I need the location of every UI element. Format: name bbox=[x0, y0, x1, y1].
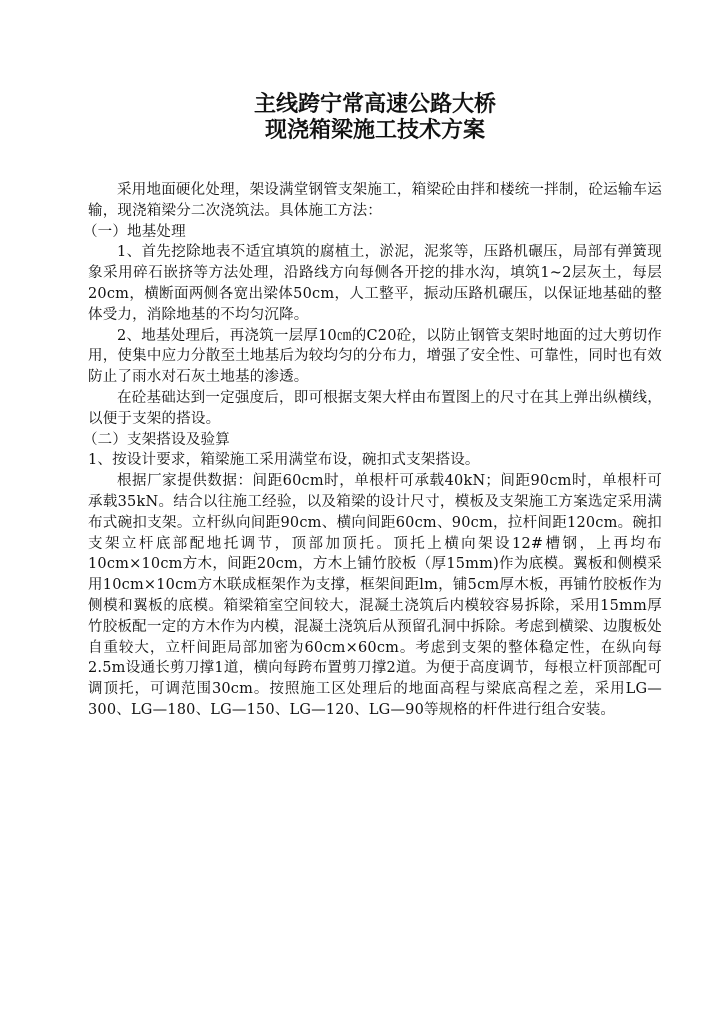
intro-paragraph: 采用地面硬化处理，架设满堂钢管支架施工，箱梁砼由拌和楼统一拌制，砼运输车运输，现浇箱梁分二次浇筑法。具体施工方法： bbox=[88, 182, 662, 219]
section-1-heading: （一）地基处理 bbox=[82, 223, 186, 240]
section-2-item-1: 1、按设计要求，箱梁施工采用满堂布设，碗扣式支架搭设。 bbox=[88, 452, 480, 469]
section-2-paragraph-1: 根据厂家提供数据：间距60cm时，单根杆可承载40kN；间距90cm时，单根杆可承载35kN。结合以往施工经验，以及箱梁的设计尺寸，模板及支架施工方案选定采用满布式碗扣支架。立杆纵向间距90cm、横向间距60cm、90cm，拉杆间距120cm。碗扣支架立杆底部配地托调节，顶部加顶托。顶托上横向架设12#槽钢，上再均布10cm×10cm方木，间距20cm，方木上铺竹胶板（厚15mm)作为底模。翼板和侧模采用10cm×10cm方木联成框架作为支撑，框架间距lm，铺5cm厚木板，再铺竹胶板作为侧模和翼板的底模。箱梁箱室空间较大，混凝土浇筑后内模较容易拆除，采用15mm厚竹胶板配一定的方木作为内模，混凝土浇筑后从预留孔洞中拆除。考虑到横梁、边腹板处自重较大，立杆间距局部加密为60cm×60cm。考虑到支架的整体稳定性，在纵向每2.5m设通长剪刀撑1道，横向每跨布置剪刀撑2道。为便于高度调节，每根立杆顶部配可调顶托，可调范围30cm。按照施工区处理后的地面高程与梁底高程之差，采用LG—300、LG—180、LG—150、LG—120、LG—90等规格的杆件进行组合安装。 bbox=[88, 473, 662, 718]
document-title-line-2: 现浇箱梁施工技术方案 bbox=[264, 118, 485, 143]
section-2-heading: （二）支架搭设及验算 bbox=[82, 431, 230, 448]
section-1-paragraph-3: 在砼基础达到一定强度后，即可根据支架大样由布置图上的尺寸在其上弹出纵横线，以便于支架的搭设。 bbox=[88, 389, 662, 427]
document-page bbox=[82, 92, 662, 721]
section-1-paragraph-2: 2、地基处理后，再浇筑一层厚10㎝的C20砼，以防止钢管支架时地面的过大剪切作用，使集中应力分散至土地基后为较均匀的分布力，增强了安全性、可靠性，同时也有效防止了雨水对石灰土地基的渗透。 bbox=[88, 327, 662, 386]
title-block bbox=[88, 92, 662, 144]
document-title-line-1: 主线跨宁常高速公路大桥 bbox=[253, 92, 496, 117]
section-1-paragraph-1: 1、首先挖除地表不适宜填筑的腐植土，淤泥，泥浆等，压路机碾压，局部有弹簧现象采用碎石嵌挤等方法处理，沿路线方向每侧各开挖的排水沟，填筑1~2层灰土，每层20cm，横断面两侧各宽出梁体50cm，人工整平，振动压路机碾压，以保证地基础的整体受力，消除地基的不均匀沉降。 bbox=[88, 244, 662, 323]
document-body bbox=[82, 180, 662, 721]
